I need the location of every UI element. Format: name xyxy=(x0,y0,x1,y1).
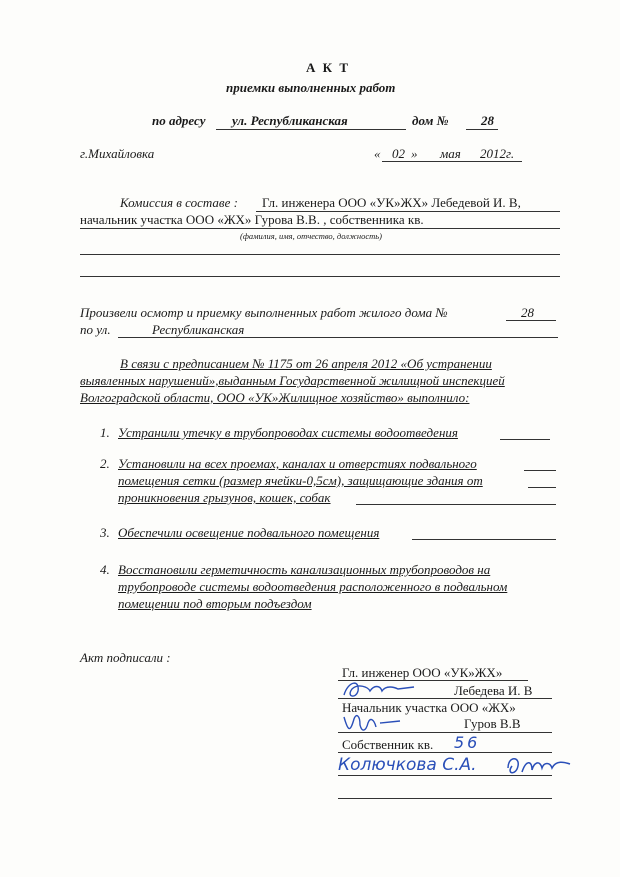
owner-handwritten-name: Колючкова С.А. xyxy=(338,755,477,775)
inspection-street: Республиканская xyxy=(152,322,245,337)
section-head-title: Начальник участка ООО «ЖХ» xyxy=(342,700,516,715)
work-item-3-number: 3. xyxy=(100,525,110,540)
work-item-2-line-1: Установили на всех проемах, каналах и отверстиях подвального xyxy=(118,456,477,471)
section-head-underline xyxy=(338,732,552,733)
commission-line-1: Гл. инженера ООО «УК»ЖХ» Лебедевой И. В, xyxy=(262,195,521,210)
work-item-1-line-1: Устранили утечку в трубопроводах системы водоотведения xyxy=(118,425,458,440)
work-item-4-line-3: помещении под вторым подъездом xyxy=(118,596,312,611)
section-head-signature xyxy=(340,711,410,737)
date-open-quote: « xyxy=(374,146,381,161)
commission-line-2: начальник участка ООО «ЖХ» Гурова В.В. , собственника кв. xyxy=(80,212,424,227)
blank-line-2 xyxy=(80,276,560,277)
basis-line-3: Волгоградской области, ООО «УК»Жилищное хозяйство» выполнило: xyxy=(80,390,470,405)
work-item-1-fill xyxy=(500,439,550,440)
blank-line-1 xyxy=(80,254,560,255)
inspection-line-1: Произвели осмотр и приемку выполненных работ жилого дома № xyxy=(80,305,448,320)
work-item-2-line-2: помещения сетки (размер ячейки-0,5см), защищающие здания от xyxy=(118,473,483,488)
city: г.Михайловка xyxy=(80,146,155,161)
chief-engineer-name: Лебедева И. В xyxy=(454,683,533,698)
date-underline xyxy=(382,161,522,162)
basis-line-2: выявленных нарушений»,выданным Государственной жилищной инспекцией xyxy=(80,373,505,388)
owner-sign-underline-1 xyxy=(338,775,552,776)
owner-label-underline xyxy=(338,752,552,753)
work-item-2-fill-3 xyxy=(356,504,556,505)
inspection-street-underline xyxy=(118,337,558,338)
owner-apartment: 56 xyxy=(454,733,481,752)
work-item-3-fill xyxy=(412,539,556,540)
inspection-street-label: по ул. xyxy=(80,322,111,337)
basis-line-1: В связи с предписанием № 1175 от 26 апреля 2012 «Об устранении xyxy=(120,356,492,371)
date-year: 2012г. xyxy=(480,146,515,161)
date-close-quote: » xyxy=(411,146,418,161)
chief-engineer-title: Гл. инженер ООО «УК»ЖХ» xyxy=(342,665,503,680)
inspection-number-underline xyxy=(506,320,556,321)
chief-engineer-name-underline xyxy=(338,698,552,699)
work-item-4-line-2: трубопроводе системы водоотведения расположенного в подвальном xyxy=(118,579,508,594)
owner-signature xyxy=(504,754,574,780)
work-item-2-fill-1 xyxy=(524,470,556,471)
work-item-2-fill-2 xyxy=(528,487,556,488)
street-underline xyxy=(216,129,406,130)
commission-underline-2 xyxy=(80,228,560,229)
signatures-label: Акт подписали : xyxy=(80,650,171,665)
document-title: А К Т xyxy=(306,60,350,75)
work-item-4-line-1: Восстановили герметичность канализационных трубопроводов на xyxy=(118,562,491,577)
house-number: 28 xyxy=(481,113,494,128)
section-head-name: Гуров В.В xyxy=(464,716,521,731)
inspection-house-number: 28 xyxy=(521,305,534,320)
house-label: дом № xyxy=(412,113,449,128)
document-subtitle: приемки выполненных работ xyxy=(226,80,396,95)
work-item-4-number: 4. xyxy=(100,562,110,577)
work-item-2-number: 2. xyxy=(100,456,110,471)
owner-label: Собственник кв. xyxy=(342,737,434,752)
house-underline xyxy=(466,129,498,130)
commission-caption: (фамилия, имя, отчество, должность) xyxy=(240,231,382,241)
commission-label: Комиссия в составе : xyxy=(120,195,238,210)
work-item-2-line-3: проникновения грызунов, кошек, собак xyxy=(118,490,331,505)
date-month: мая xyxy=(440,146,461,161)
address-prefix: по адресу xyxy=(152,113,206,128)
work-item-3-line-1: Обеспечили освещение подвального помещения xyxy=(118,525,380,540)
owner-sign-underline-2 xyxy=(338,798,552,799)
work-item-1-number: 1. xyxy=(100,425,110,440)
street-value: ул. Республиканская xyxy=(232,113,348,128)
date-day: 02 xyxy=(392,146,405,161)
